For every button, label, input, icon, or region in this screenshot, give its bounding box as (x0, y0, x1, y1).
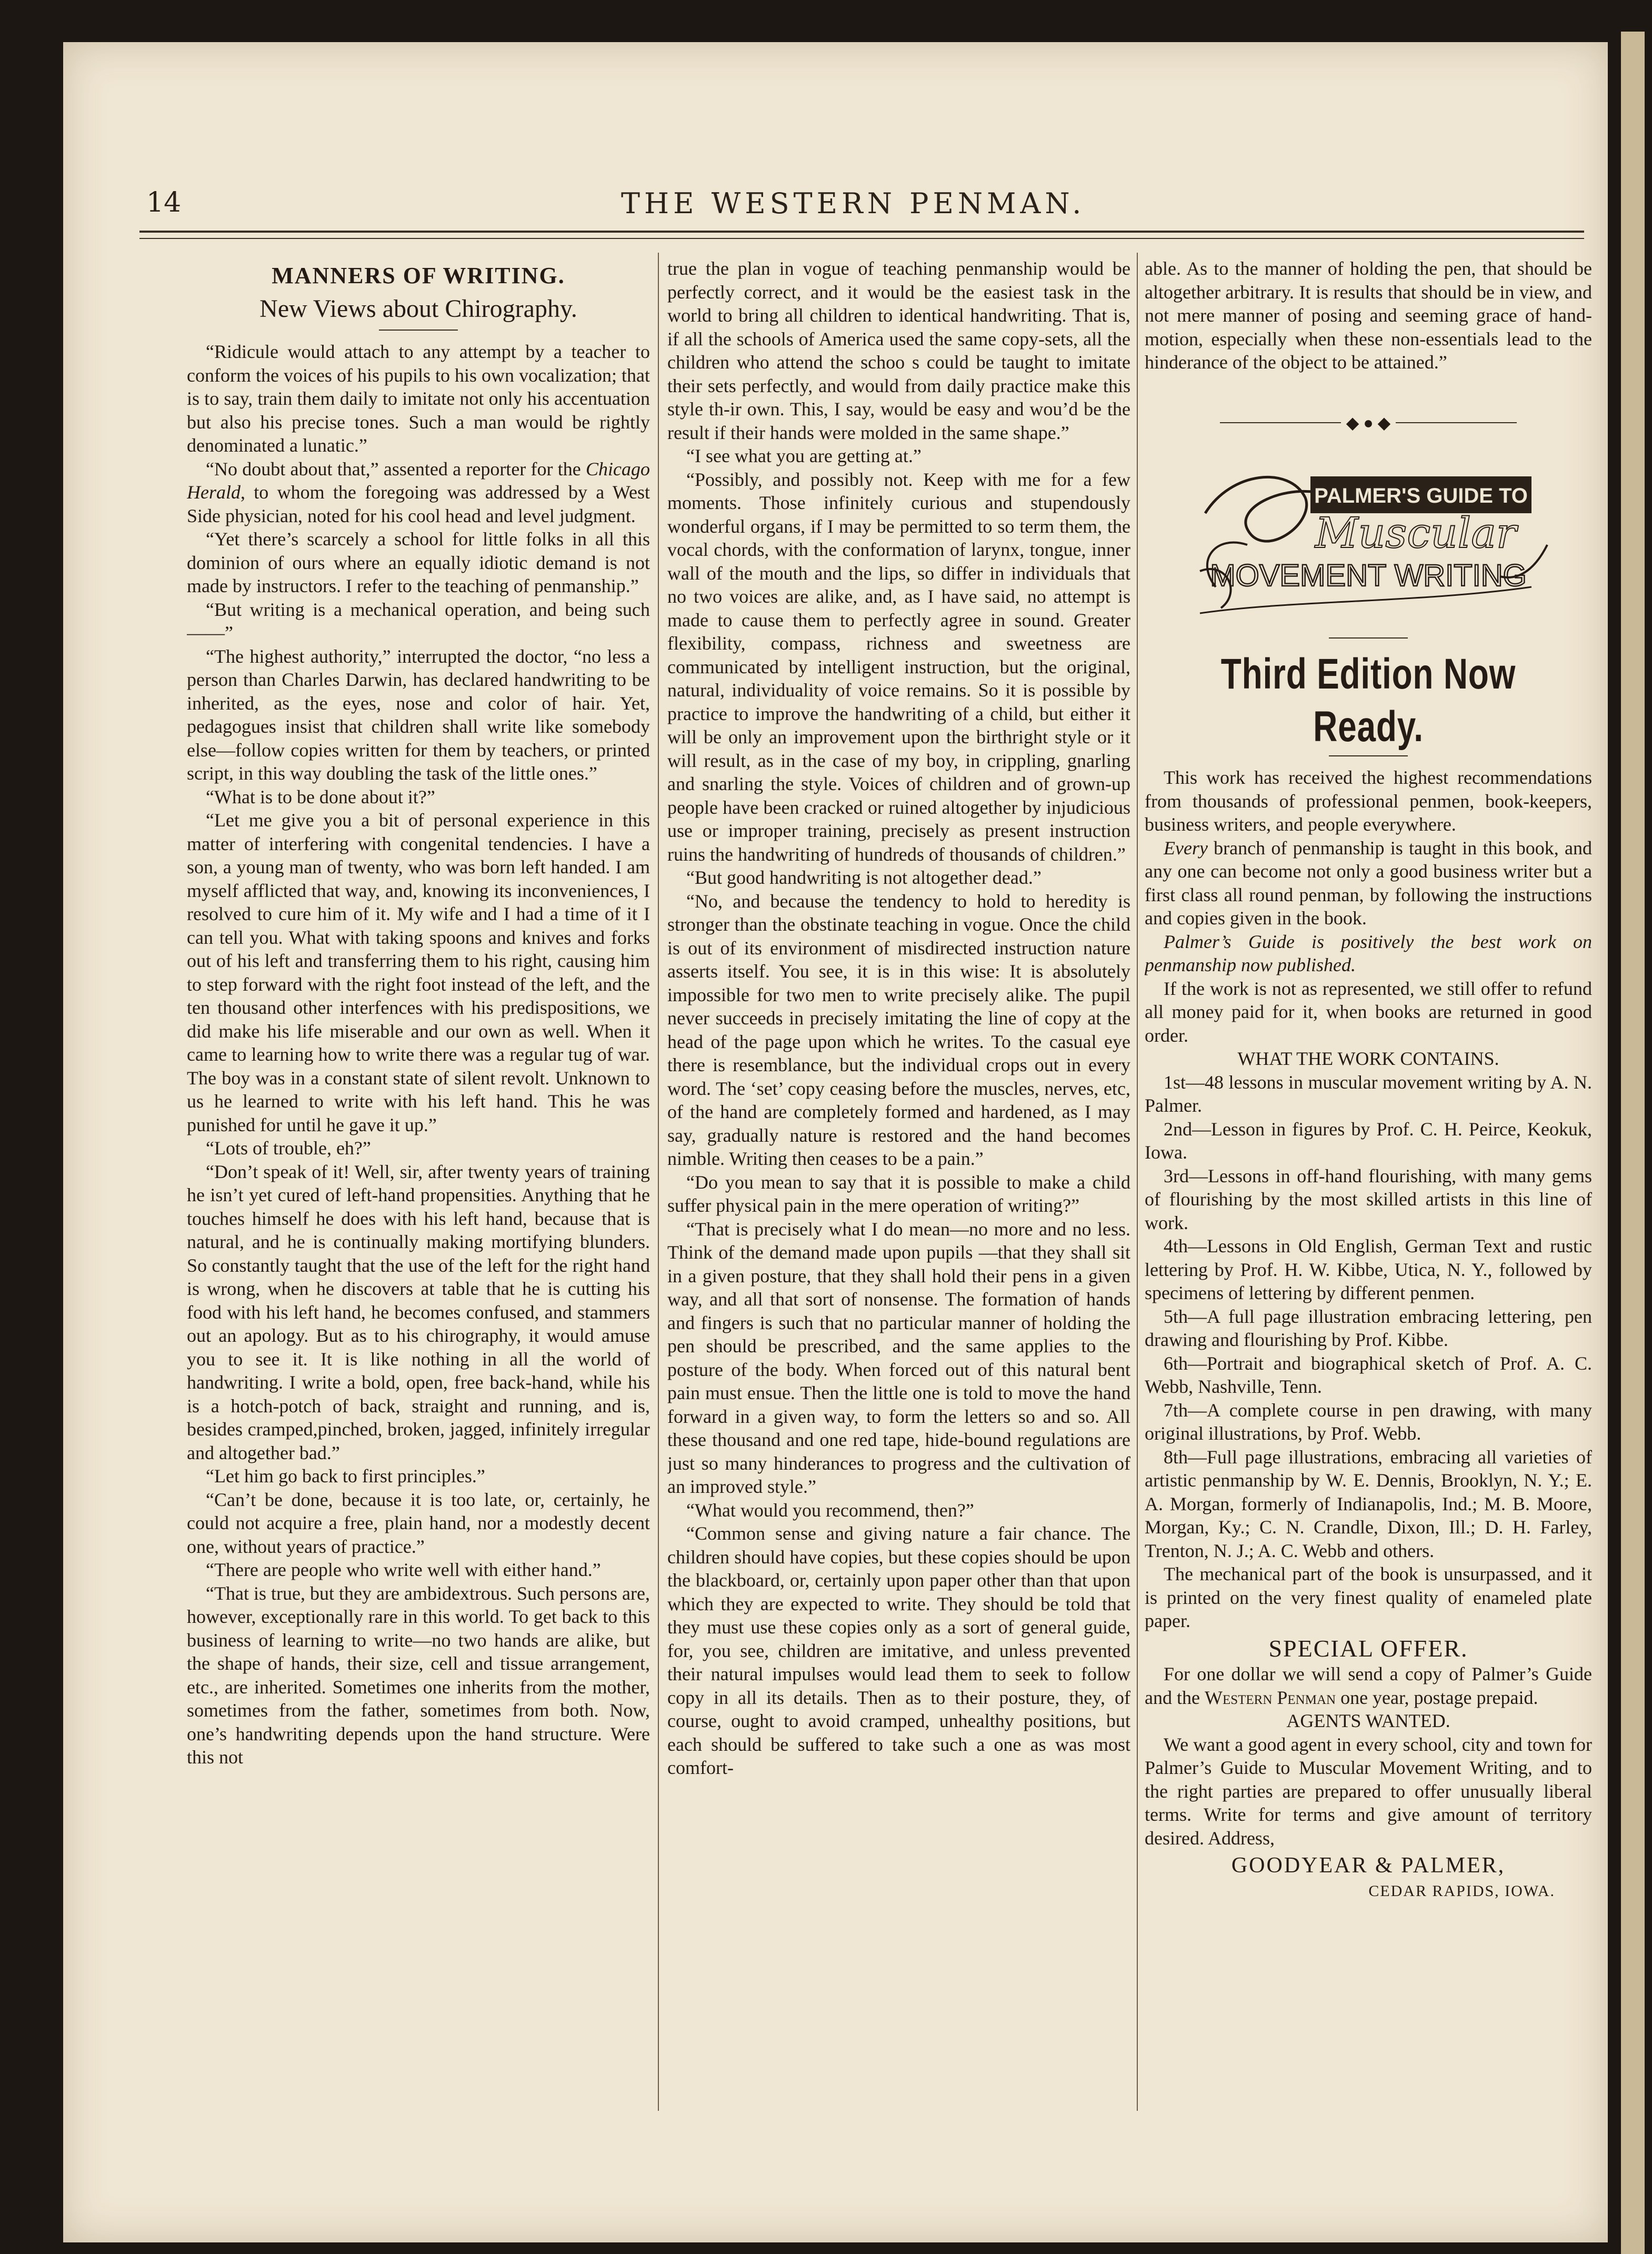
contents-item: 1st—48 lessons in muscular movement writing by A. N. Palmer. (1145, 1071, 1592, 1116)
paragraph: If the work is not as represented, we still offer to refund all money paid for it, when books are returned in good order. (1145, 978, 1592, 1046)
text-run: Palmer’s Guide is positively the best work on penmanship now published. (1145, 931, 1592, 975)
paragraph (1145, 1662, 1592, 1709)
paragraph: “Common sense and giving nature a fair chance. The children should have copies, but these copies should be upon the blackboard, or, certainly upon paper other than that upon which they are expected to write. They should be told that they must use these copies only as a sort of general guide, for, you see, children are imitative, and unless prevented their natural impulses would lead them to seek to follow copy in all its details. Then as to their posture, they, of course, ought to avoid cramped, unhealthy positions, but each should be suffered to take such a one as was most comfort- (667, 1523, 1130, 1778)
column-divider (658, 253, 659, 2111)
paragraph: “Do you mean to say that it is possible to make a child suffer physical pain in the mere operation of writing?” (667, 1171, 1130, 1216)
header-rule-thick (139, 231, 1584, 233)
text-run: For one dollar we will send a copy of Palmer’s Guide and the (1145, 1663, 1592, 1708)
paragraph: able. As to the manner of holding the pen, that should be altogether arbitrary. It is results that should be in view, and not mere manner of posing and seeming grace of hand-motion, especially when these non-essentials lead to the hinderance of the object to be attained.” (1145, 258, 1592, 373)
heading-rule (1329, 755, 1408, 756)
paragraph: The mechanical part of the book is unsurpassed, and it is printed on the very finest quality of enameled plate paper. (1145, 1563, 1592, 1631)
paragraph: “What is to be done about it?” (206, 786, 435, 807)
masthead-title: THE WESTERN PENMAN. (621, 187, 1086, 220)
paragraph: “I see what you are getting at.” (686, 445, 922, 466)
palmers-guide-logo (1184, 455, 1553, 624)
diamond-ornament-icon: ◆ ● ◆ (1346, 413, 1391, 432)
paragraph: “Yet there’s scarcely a school for little folks in all this dominion of ours where an equally idiotic demand is not made by instructors. I refer to the teaching of penmanship.” (187, 528, 650, 596)
paragraph: “Ridicule would attach to any attempt by a teacher to conform the voices of his pupils to his own vocalization; that is to say, train them daily to imitate not only his accentuation but also his precise tones. Such a man would be rightly denominated a lunatic.” (187, 341, 650, 456)
header-rule-thin (139, 238, 1584, 239)
paragraph (1145, 836, 1592, 930)
contents-item: 2nd—Lesson in figures by Prof. C. H. Peirce, Keokuk, Iowa. (1145, 1118, 1592, 1163)
contents-item: 8th—Full page illustrations, embracing all varieties of artistic penmanship by W. E. Dennis, Brooklyn, N. Y.; E. A. Morgan, formerly of Indianapolis, Ind.; M. B. Moore, Morgan, Ky.; C. N. Crandle, Dixon, Ill.; D. H. Farley, Trenton, N. J.; A. C. Webb and others. (1145, 1446, 1592, 1561)
paragraph: “The highest authority,” interrupted the doctor, “no less a person than Charles Darwin, has declared handwriting to be inherited, as the eyes, nose and color of hair. Yet, pedagogues insist that children shall write like somebody else—follow copies written for them by teachers, or printed script, in this way doubling the task of the little ones.” (187, 645, 650, 784)
firm-name: GOODYEAR & PALMER, (1231, 1853, 1506, 1878)
paragraph: “But writing is a mechanical operation, and being such——” (187, 599, 650, 643)
agents-heading: AGENTS WANTED. (1286, 1710, 1450, 1731)
article-subtitle: New Views about Chirography. (259, 295, 577, 323)
logo-banner-text: PALMER'S GUIDE TO (1314, 484, 1528, 507)
text-run: Every (1164, 837, 1208, 859)
adjacent-page-edge (1621, 32, 1645, 2254)
edition-heading: Third Edition Now Ready. (1220, 650, 1516, 751)
special-offer-heading: SPECIAL OFFER. (1268, 1634, 1468, 1662)
paragraph: true the plan in vogue of teaching penmanship would be perfectly correct, and it would be the easiest task in the world to bring all children to identical handwriting. That is, if all the schools of America used the same copy-sets, all the children who attend the schoo s could be taught to imitate their sets perfectly, and would from daily practice make this style th-ir own. This, I say, would be easy and wou’d be the result if their hands were molded in the same shape.” (667, 258, 1130, 443)
logo-graphic (1184, 455, 1553, 624)
heading-rule (1329, 637, 1408, 639)
logo-script-text: Muscular (1315, 508, 1517, 557)
contents-heading: WHAT THE WORK CONTAINS. (1237, 1048, 1499, 1069)
ornament-line (1396, 422, 1517, 423)
newspaper-name: Western Penman (1204, 1687, 1336, 1708)
page-number: 14 (146, 187, 182, 218)
paragraph: This work has received the highest recommendations from thousands of professional penmen, book-keepers, business writers, and people everywhere. (1145, 767, 1592, 835)
text-run: branch of penmanship is taught in this book, and any one can become not only a good business writer but a first class all round penman, by following the instructions and copies given in the book. (1145, 837, 1592, 929)
paragraph (1145, 930, 1592, 977)
ornament-line (1220, 422, 1341, 423)
contents-item: 4th—Lessons in Old English, German Text and rustic lettering by Prof. H. W. Kibbe, Utica, N. Y., followed by specimens of lettering by different penmen. (1145, 1235, 1592, 1303)
paragraph: “That is true, but they are ambidextrous. Such persons are, however, exceptionally rare in this world. To get back to this business of learning to write—no two hands are alike, but the shape of hands, their size, cell and tissue arrangement, etc., are inherited. Sometimes one inherits from the mother, sometimes from the father, sometimes from both. Now, one’s handwriting depends upon the hand structure. Were this not (187, 1582, 650, 1768)
paragraph: “No, and because the tendency to hold to heredity is stronger than the obstinate teaching in vogue. Once the child is out of its environment of misdirected instruction nature asserts itself. You see, it is in this wise: It is absolutely impossible for two men to write precisely alike. The pupil never succeeds in precisely imitating the line of copy at the head of the page upon which he writes. To the casual eye there is resemblance, but the individual crops out in every word. The ‘set’ copy ceasing before the muscles, nerves, etc, of the hand are completely formed and hardened, as I may say, gradually nature is restored and the hand becomes nimble. Writing then ceases to be a pain.” (667, 890, 1130, 1169)
article-title: MANNERS OF WRITING. (272, 263, 565, 288)
paragraph: “Let me give you a bit of personal experience in this matter of interfering with congenital tendencies. I have a son, a young man of twenty, who was born left handed. I am myself afflicted that way, and, knowing its inconveniences, I resolved to cure him of it. My wife and I had a time of it I can tell you. What with taking spoons and knives and forks out of his left and transferring them to his right, causing him to step forward with the right foot instead of the left, and the ten thousand other interfences with his predispositions, we did make his life miserable and our own as well. When it came to learning how to write there was a regular tug of war. The boy was in a constant state of silent revolt. Unknown to us he learned to write with his left hand. This he was punished for until he gave it up.” (187, 810, 650, 1135)
paragraph: “Can’t be done, because it is too late, or, certainly, he could not acquire a free, plain hand, nor a modestly decent one, without years of practice.” (187, 1489, 650, 1557)
paragraph: “Possibly, and possibly not. Keep with me for a few moments. Those infinitely curious and stupendously wonderful organs, if I may be permitted to so term them, the vocal chords, with the conformation of larynx, tongue, inner wall of the mouth and the lips, so differ in individuals that no two voices are alike, and, as I have said, no attempt is made to cause them to perfectly agree in sound. Greater flexibility, compass, richness and sweetness are communicated by intelligent instruction, but the original, natural, individuality of voice remains. So it is possible by practice to improve the handwriting of a child, but either it will be only an improvement upon the birthright style or it will result, as in the case of my boy, in crippling, gnarling and snarling the style. Voices of children and of grown-up people have been cracked or ruined altogether by injudicious use or improper training, precisely as present instruction ruins the handwriting of hundreds of thousands of children.” (667, 468, 1130, 865)
contents-item: 6th—Portrait and biographical sketch of Prof. A. C. Webb, Nashville, Tenn. (1145, 1352, 1592, 1397)
text-run: “No doubt about that,” assented a reporter for the (206, 458, 586, 480)
contents-item: 7th—A complete course in pen drawing, with many original illustrations, by Prof. Webb. (1145, 1399, 1592, 1444)
paragraph: “There are people who write well with either hand.” (206, 1559, 601, 1580)
paragraph: “What would you recommend, then?” (686, 1499, 974, 1521)
contents-item: 5th—A full page illustration embracing lettering, pen drawing and flourishing by Prof. Kibbe. (1145, 1305, 1592, 1350)
paragraph: “Don’t speak of it! Well, sir, after twenty years of training he isn’t yet cured of left-hand propensities. Anything that he touches himself he does with his left hand, because that is natural, and he is continually making mortifying blunders. So constantly taught that the use of the left for the right hand is wrong, when he discovers at table that he is cutting his food with his left hand, he becomes confused, and stammers out an apology. But as to his chirography, it would amuse you to see it. It is like nothing in all the world of handwriting. I write a bold, open, free back-hand, while his is a hotch-potch of back, straight and running, and is, besides cramped,pinched, broken, jagged, infinitely irregular and altogether bad.” (187, 1161, 650, 1463)
paragraph: We want a good agent in every school, city and town for Palmer’s Guide to Muscular Movement Writing, and to the right parties are prepared to offer unusually liberal terms. Write for terms and give amount of territory desired. Address, (1145, 1733, 1592, 1849)
text-run: one year, postage prepaid. (1336, 1687, 1538, 1708)
text-run: , to whom the foregoing was addressed by a West Side physician, noted for his cool head and level judgment. (187, 482, 650, 526)
title-divider (379, 330, 458, 331)
paragraph: “But good handwriting is not altogether dead.” (686, 867, 1042, 888)
paragraph (187, 457, 650, 528)
paragraph: “That is precisely what I do mean—no more and no less. Think of the demand made upon pupils —that they shall sit in a given posture, that they shall hold their pens in a given way, and all that sort of nonsense. The formation of hands and fingers is such that no particular manner of holding the pen should be prescribed, and the same applies to the posture of the body. When forced out of this natural bent pain must ensue. Then the little one is told to move the hand forward in a given way, to form the letters so and so. All these thousand and one red tape, hide-bound regulations are just so many hinderances to progress and the cultivation of an improved style.” (667, 1218, 1130, 1497)
paragraph: “Let him go back to first principles.” (206, 1465, 485, 1487)
article-column-2 (667, 257, 1130, 2110)
ornament-divider (1145, 411, 1592, 435)
firm-address: CEDAR RAPIDS, IOWA. (1368, 1882, 1555, 1900)
paragraph: “Lots of trouble, eh?” (206, 1138, 371, 1159)
article-column-1 (187, 257, 650, 2110)
contents-item: 3rd—Lessons in off-hand flourishing, with many gems of flourishing by the most skilled artists in this line of work. (1145, 1165, 1592, 1233)
newspaper-name: Chicago Herald (187, 458, 650, 503)
article-column-3 (1145, 257, 1592, 2110)
logo-bottom-text: MOVEMENT WRITING (1210, 558, 1527, 593)
column-divider (1137, 253, 1138, 2111)
